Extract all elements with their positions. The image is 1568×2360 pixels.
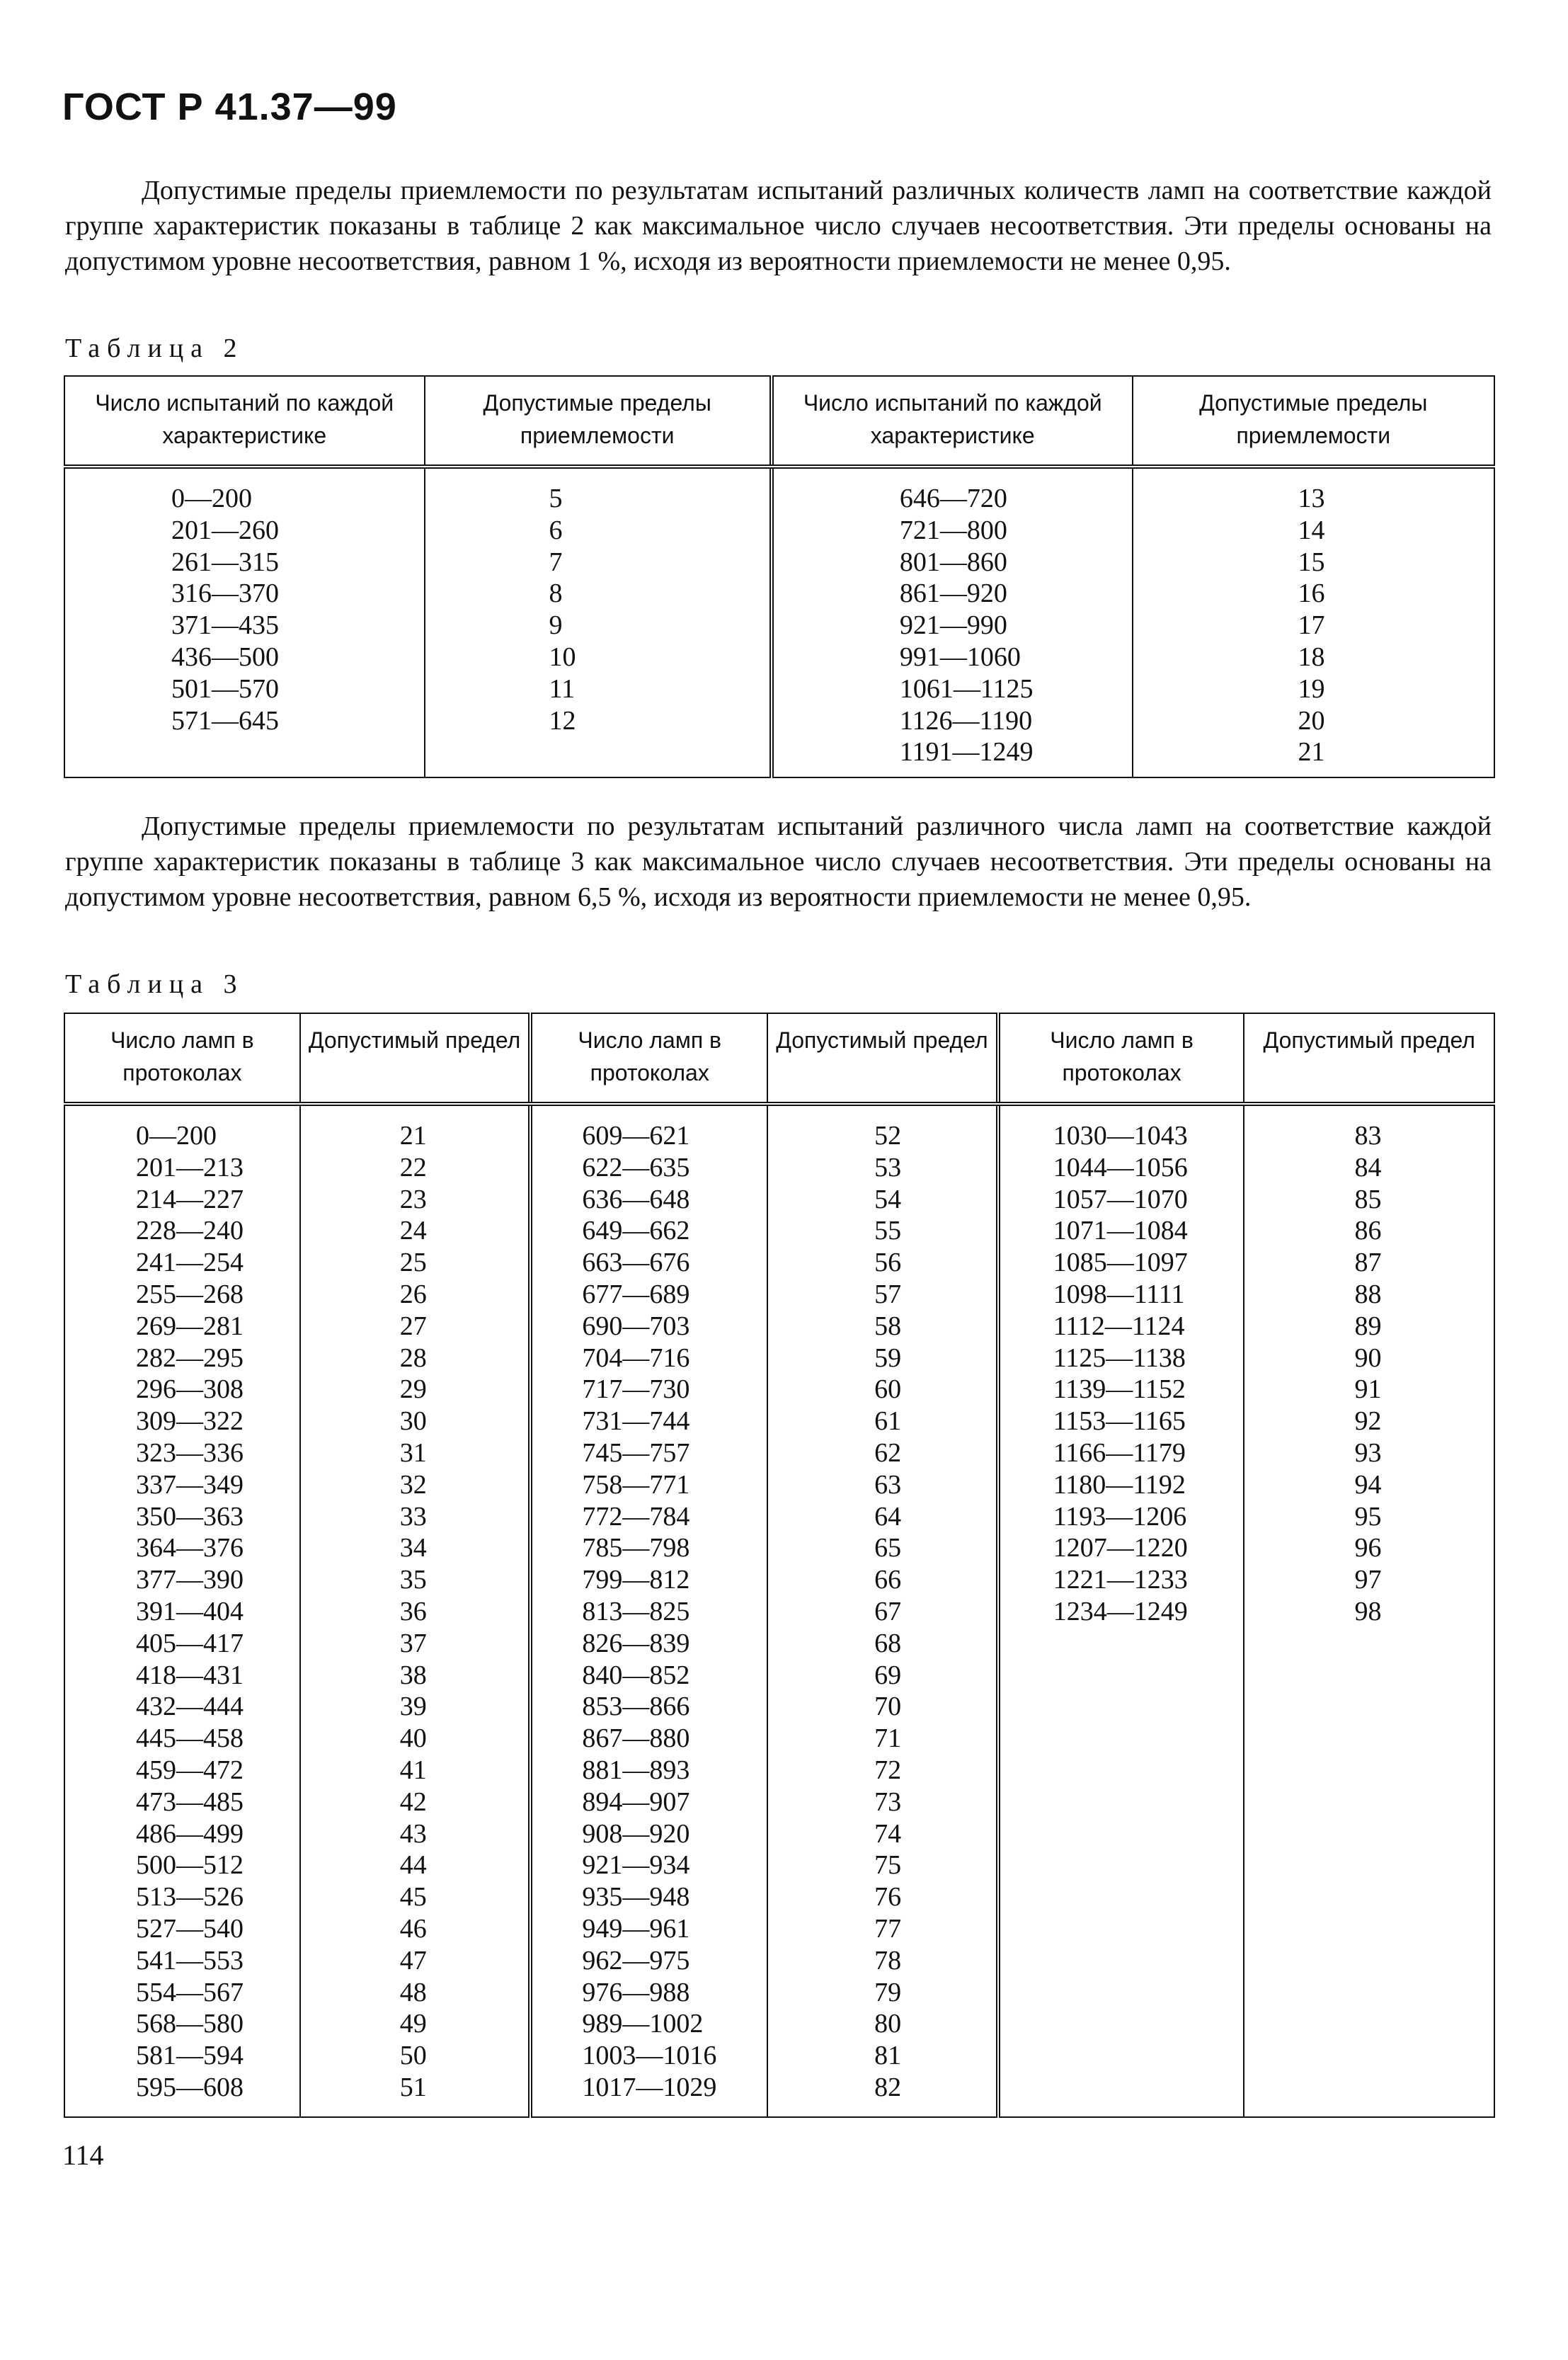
table-2-col-count-1: 0—200 201—260 261—315 316—370 371—435 436—500 501—570 571—645 bbox=[171, 484, 279, 736]
table-3-header-limit-3: Допустимый предел bbox=[1244, 1013, 1494, 1104]
table-2-header-limit-2: Допустимые пределы приемлемости bbox=[1133, 376, 1494, 467]
table-3-body-row bbox=[64, 1104, 1494, 2117]
table-3-col-limit-2: 52 53 54 55 56 57 58 59 60 61 62 63 64 65 66 67 68 69 70 71 72 73 74 75 76 77 78 79 80 81 82 bbox=[767, 1104, 998, 2117]
table-3 bbox=[64, 1013, 1495, 2118]
table-2 bbox=[64, 375, 1495, 778]
paragraph-1: Допустимые пределы приемлемости по результатам испытаний различных количеств ламп на соответствие каждой группе характеристик показаны в таблице 2 как максимальное число случаев несоответствия. Эти пределы основаны на допустимом уровне несоответствия, равном 1 %, исходя из вероятности приемлемости не менее 0,95. bbox=[65, 176, 1492, 276]
table-2-header-count: Число испытаний по каждой характеристике bbox=[64, 376, 425, 467]
table-3-header-count-3: Число ламп в протоколах bbox=[998, 1013, 1244, 1104]
table-2-caption: Таблица 2 bbox=[65, 334, 244, 363]
table-3-header-count-1: Число ламп в протоколах bbox=[64, 1013, 300, 1104]
table-3-col-count-2: 609—621 622—635 636—648 649—662 663—676 677—689 690—703 704—716 717—730 731—744 745—757 758—771 772—784 785—798 799—812 813—825 826—839 840—852 853—866 867—880 881—893 894—907 908—920 921—934 935—948 949—961 962—975 976—988 989—1002 1003—1016 1017—1029 bbox=[530, 1104, 767, 2117]
paragraph-2: Допустимые пределы приемлемости по результатам испытаний различного числа ламп на соответствие каждой группе характеристик показаны в таблице 3 как максимальное число случаев несоответствия. Эти пределы основаны на допустимом уровне несоответствия, равном 6,5 %, исходя из вероятности приемлемости не менее 0,95. bbox=[65, 811, 1492, 912]
table-2-body-row bbox=[64, 467, 1494, 777]
page-number: 114 bbox=[62, 2139, 104, 2171]
table-3-header-count-2: Число ламп в протоколах bbox=[530, 1013, 767, 1104]
document-header: ГОСТ Р 41.37—99 bbox=[62, 86, 397, 128]
table-2-col-limit-1: 5 6 7 8 9 10 11 12 bbox=[425, 467, 772, 777]
table-2-header-count-2: Число испытаний по каждой характеристике bbox=[772, 376, 1133, 467]
table-3-caption: Таблица 3 bbox=[65, 969, 244, 999]
table-3-header-limit-1: Допустимый предел bbox=[300, 1013, 531, 1104]
table-3-col-count-1: 0—200 201—213 214—227 228—240 241—254 255—268 269—281 282—295 296—308 309—322 323—336 337—349 350—363 364—376 377—390 391—404 405—417 418—431 432—444 445—458 459—472 473—485 486—499 500—512 513—526 527—540 541—553 554—567 568—580 581—594 595—608 bbox=[136, 1121, 244, 2102]
table-2-col-count-2: 646—720 721—800 801—860 861—920 921—990 991—1060 1061—1125 1126—1190 1191—1249 bbox=[772, 467, 1133, 777]
table-2-col-limit-2: 13 14 15 16 17 18 19 20 21 bbox=[1133, 467, 1494, 777]
table-3-col-limit-3: 83 84 85 86 87 88 89 90 91 92 93 94 95 96 97 98 bbox=[1244, 1104, 1494, 2117]
table-3-header-row bbox=[64, 1013, 1494, 1104]
table-3-col-limit-1: 21 22 23 24 25 26 27 28 29 30 31 32 33 34 35 36 37 38 39 40 41 42 43 44 45 46 47 48 49 50 51 bbox=[300, 1104, 531, 2117]
table-2-header-row bbox=[64, 376, 1494, 467]
table-3-col-count-3: 1030—1043 1044—1056 1057—1070 1071—1084 1085—1097 1098—1111 1112—1124 1125—1138 1139—1152 1153—1165 1166—1179 1180—1192 1193—1206 1207—1220 1221—1233 1234—1249 bbox=[998, 1104, 1244, 2117]
table-3-header-limit-2: Допустимый предел bbox=[767, 1013, 998, 1104]
table-2-header-limit: Допустимые пределы приемлемости bbox=[425, 376, 772, 467]
